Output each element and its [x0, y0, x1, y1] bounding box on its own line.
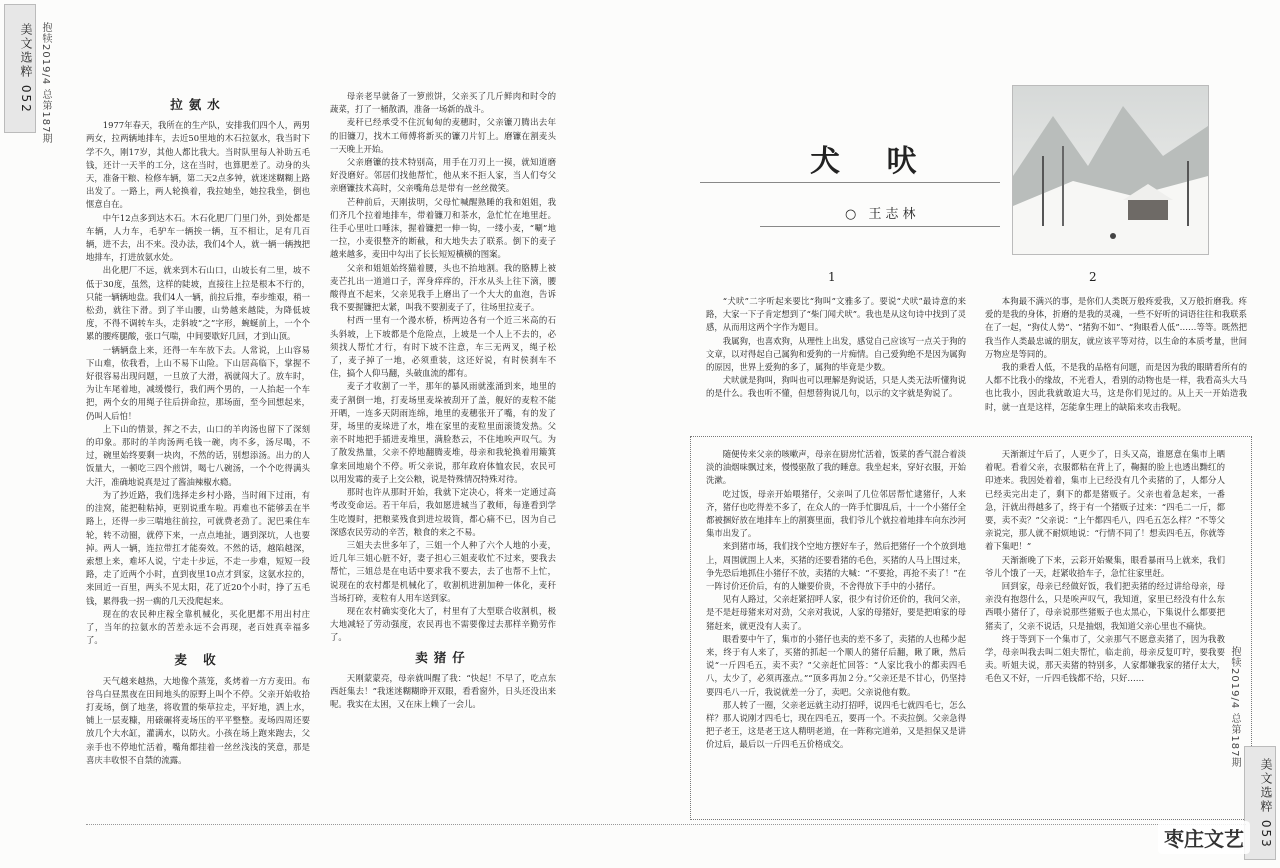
paragraph: 天气越来越热，大地像个蒸笼，炙烤着一方方麦田。布谷鸟白昼黑夜在田间地头的原野上叫个不停。父亲开始收拾打麦场，倒了地垄，将收置的柴草拉走，平好地，洒上水，铺上一层麦糠，用磙碾将麦场压的平平整整。麦场四周还要放几个大水缸，灌满水，以防火。小孩在场上跑来跑去，父亲手也不停地忙活着，嘴角都挂着一丝丝浅浅的笑意，那是喜庆丰收恨不自禁的流露。 — [86, 675, 310, 765]
section-title-maishou: 麦 收 — [174, 652, 222, 668]
paragraph: 麦子才收割了一半，那年的暴风雨就涨涌到来，地里的麦子割倒一地，打麦场里麦垛被刮开了盖，舰好的麦粒不能开晒，一连多天阴雨连绵，地里的麦穗张开了嘴，有的发了芽，场里的麦垛进了水，堆在家里的麦粒里面滚烫发热。父亲不时地把手插进麦堆里，满脸愁云，不住地唉声叹气。为了散发热量，父亲不停地翻腾麦堆，母亲和我轮换着用簸箕拿来回地扇个不停。听父亲说，那年政府体恤农民，农民可以用发霉的麦子上交公粮，说是特殊情况特殊对待。 — [330, 381, 556, 484]
section-tab-right: 美文选粹 053 — [1244, 746, 1276, 860]
paragraph: 芒种前后，天刚拔明，父母忙喊醒熟睡的我和姐姐，我们齐几个拉着地排车，带着镰刀和茶水，急忙忙在地里赶。往手心里吐口唾沫，握着镰把一伸一钩，一缕小麦，“唰”地一拉，小麦很整齐的断截，和大地失去了联系。倒下的麦子越来越多，麦田中勾出了长长短短横横的图案。 — [330, 196, 556, 260]
article-title: 犬 吠 — [810, 144, 935, 179]
paragraph: 父亲和姐姐始终猫着腰，头也不抬地割。我的胳膊上被麦芒扎出一道道口子，浑身痒痒的，汗水从头上往下滴，腰酸得直不起来，父亲见我手上磨出了一个大大的血泡，告诉我不要握镰把太紧，叫我不要割麦子了，往场里拉麦子。 — [330, 262, 556, 313]
paragraph: 我属狗，也喜欢狗，从理性上出发，感觉自己应该写一点关于狗的文章，以对得起自己属狗和爱狗的一片痴情。自己爱狗绝不是因为属狗的原因，世界上爱狗的多了，属狗的毕竟是少数。 — [706, 335, 966, 373]
paragraph: 我的秉看人低，不是我的品格有问题，而是因为我的眼睛看所有的人都不比我小的缘故，不光看人，看别的动物也是一样，我看高头大马也比我小，因此我就敢追大马，这是你们见过的。从上天一开始造我时，就一直是这样，怎能拿生理上的缺陷来攻击我呢。 — [985, 362, 1247, 412]
paragraph: 1977年春天，我所在的生产队，安排我们四个人，两男两女，拉两辆地排车，去近50里地的木石拉氨水，我当时下学不久，刚17岁，其他人都比我大。当时队里每人补助五毛钱，还计一天半的工分，这在当时，也算肥差了。动身的头天，准备干粮、检修车辆，第二天2点多钟，就迷迷糊糊上路出发了。一路上，两人轮换着，我拉她坐，她拉我坐，倒也惬意自在。 — [86, 120, 310, 210]
paragraph: 天渐渐晚了下来，云彩开始聚集，眼看暴雨马上就来，我们爷儿个饿了一天，赶紧收拾车子，急忙往家里赶。 — [985, 554, 1225, 578]
paragraph: 为了抄近路，我们选择走乡村小路，当时闹下过雨，有的洼窝，能把鞋粘掉，更别说重车啦。再难也不能够丢在半路上，还得一步三喘地往前拉，可就费老劲了。泥巴乘住车轮，转不动圈，就停下来，一点点地扯，遇到深坑，人也要掉。两人一辆，连拉带扛才能奏效。不然的话，越陷越深，索想上来，难坏人说，宁走十步远，不走一步难，短短一段路，走了近两个小时，直到夜里10点才到家，这氨水拉的，来回近一百里，两头不见太阳，花了近20个小时，挣了五毛钱，累得我一拐一瘸的几天没爬起来。 — [86, 489, 310, 606]
left-column-1 — [86, 92, 310, 812]
paragraph: 父亲磨镰的技术特别高，用手在刀刃上一摸，就知道磨好没磨好。邻居们找他帮忙，他从来不拒人家，当人们夸父亲磨镰技术高时，父亲嘴角总是带有一丝丝微笑。 — [330, 157, 556, 194]
section-title-la-anshui: 拉氨水 — [170, 97, 226, 112]
issue-info-right: 抱犊2019/4 总第187期 — [1229, 645, 1240, 768]
paragraph: 随便传来父亲的咳嗽声，母亲在厨房忙活着，饭菜的香气混合着淡淡的油烟味飘过来，慢慢驱散了我的睡意。我坐起来，穿好衣服，开始洗漱。 — [706, 449, 966, 486]
paragraph: 犬吠就是狗叫，狗叫也可以理解是狗说话，只是人类无法听懂狗说的是什么。我也听不懂，但想替狗说几句，以示的文字就是狗说了。 — [706, 375, 966, 399]
paragraph: 天刚蒙蒙亮，母亲就叫醒了我：“快起！不早了，吃点东西赶集去！”我迷迷糊糊睁开双眼，看看窗外，日头还没出来呢。我实在太困，又在床上赖了一会儿。 — [330, 672, 556, 710]
paragraph: 眼看要中午了，集市的小猪仔也卖的差不多了，卖猪的人也稀少起来，终于有人来了，买猪的抓起一个顺人的猪仔后翻，瞅了瞅，然后说“一斤四毛五，卖不卖？”父亲赶忙回答：“人家比我小的都卖四毛八，太少了，必须再涨点。”“顶多再加２分。”父亲还是不甘心，仍坚持要四毛八一斤，我说就差一分了，卖吧。父亲说他有数。 — [706, 633, 966, 697]
section-tab-left: 美文选粹 052 — [4, 4, 36, 133]
right-column-1 — [706, 295, 966, 423]
right-column-2 — [985, 295, 1247, 423]
paragraph: 来到猪市场，我们找个空地方摆好车子，然后把猪仔一个个放到地上，周围就围上人来，买猪的还要看猪的毛色，买猪的人马上围过来，争先恐后地抓住小猪仔不放，卖猪的大喊：“不要抢，再抢不卖了！”在一阵讨价还价后，有的人嫌要价贵，不舍得放下手中的小猪仔。 — [706, 541, 966, 592]
paragraph: 回到家，母亲已经做好饭，我们把卖猪的经过讲给母亲，母亲没有抱怨什么，只是唉声叹气，我知道，家里已经没有什么东西喂小猪仔了，母亲说那些猪贩子也太黑心，下集说什么都要把猪卖了，父亲不说话，只是抽烟，我知道父亲心里也不痛快。 — [985, 581, 1225, 631]
paragraph: 村西一里有一个漫水桥，桥两边各有一个近三米高的石头斜坡，上下坡都是个危险点，上坡是一个人上不去的，必须找人帮忙才行，有时下坡不注意，车三无两叉，绳子松了，麦子掉了一地，必须重装，这还好说，有时侯刹车不住，搞个人仰马翻，头破血流的都有。 — [330, 315, 556, 379]
paragraph: 那人转了一圈，父亲老远就主动打招呼，说四毛七就四毛七，怎么样？那人说刚才四毛七，现在四毛五，要再一个。不卖拉倒。父亲急得把子老王，这是老王这人精明老道，在一阵称完道弟，又是担保又是讲价过后，最后以一斤四毛五价格成交。 — [706, 699, 966, 750]
title-rule-bottom — [760, 226, 1000, 227]
paragraph: 现在的农民种庄稼全靠机械化，买化肥都不用出村庄了，当年的拉氨水的苦差永远不会再现，老百姓真幸福多了。 — [86, 608, 310, 646]
paragraph: 见有人路过，父亲赶紧招呼人家，很少有讨价还价的，我问父亲，是不是赶母猪来对对劲，父亲对我说，人家的母猪好，要是把咱家的母猪赶来，就更没有人卖了。 — [706, 594, 966, 631]
paragraph: 终于等到下一个集市了，父亲那气不愿意卖猪了，因为我教学，母亲叫我去叫二姐夫帮忙，临走前，母亲反复叮咛，要我要卖。听姐夫说，那天卖猪的特别多，人家都嫌我家的猪仔太大，毛色又不好，一斤四毛钱都不给，只好…… — [985, 633, 1225, 684]
right-column-4 — [985, 448, 1225, 812]
right-column-3 — [706, 448, 966, 812]
snow-landscape-illustration — [1012, 85, 1209, 255]
paragraph: “犬吠”二字听起来要比“狗叫”文雅多了。要说“犬吠”最诗意的来路，大家一下子肯定想到了“柴门闻犬吠”。我也是从这句诗中找到了灵感，从而用这两个字作为题目。 — [706, 296, 966, 333]
footer-rule — [86, 824, 1246, 825]
paragraph: 上下山的情景，挥之不去，山口的羊肉汤也留下了深刻的印象。那时的羊肉汤两毛钱一碗，肉不多，汤尽喝，不过，碗里始终要剩一块肉，不然的话，别想添汤。出力的人饭量大，一顿吃三四个煎饼，喝七八碗汤，一个个吃得满头大汗，准确地说真是过了酱油辣椒水瘾。 — [86, 423, 310, 487]
section-title-mai-zhuzai: 卖猪仔 — [415, 649, 471, 665]
paragraph: 那时也许从那时开始，我就下定决心，将来一定通过高考改变命运。若干年后，我如愿进城当了教师，每逢看到学生吃馒时，把粮菜残食到进垃圾筒，都心痛不已，因为自己深感农民劳动的辛苦，粮食的来之不易。 — [330, 487, 556, 537]
paragraph: 麦秆已经承受不住沉甸甸的麦穗时，父亲镰刀腾出去年的旧镰刀，找木工师傅将新买的镰刀片钉上。磨镰在割麦头一天晚上开始。 — [330, 117, 556, 154]
watermark: 枣庄文艺 — [1158, 821, 1250, 854]
paragraph: 吃过饭，母亲开始喂猪仔，父亲叫了几位邻居帮忙逮猪仔，人来齐，猪仔也吃得差不多了，在众人的一阵手忙脚乱后，十一个小猪仔全都被捆好放在地排车上的割赛里面，我们爷儿个就拉着地排车向东沙河集市出发了。 — [706, 488, 966, 539]
paragraph: 本狗最不满兴的事，是你们人类既万般疼爱我，又万般折磨我。疼爱的是我的身体，折磨的是我的灵魂，一些不好听的词语往往和我联系在了一起，“狗仗人势”、“猪狗不如”、“狗眼看人低”……等等。既然把我当作人类最忠诚的朋友，就应该平等对待，以生命的本质考量，世间万物应是等同的。 — [985, 296, 1247, 359]
paragraph: 现在农村确实变化大了，村里有了大型联合收割机，极大地减轻了劳动强度，农民再也不需要像过去那样辛勤劳作了。 — [330, 605, 556, 643]
left-column-2 — [330, 90, 556, 812]
paragraph: 中午12点多到达木石。木石化肥厂门里门外，到处都是车辆，人力车，毛驴车一辆挨一辆，互不相让，足有几百辆，进不去，出不来。没办法，我们4个人，就一辆一辆拽把地排车，打进放氨水处。 — [86, 212, 310, 263]
paragraph: 一辆辆盘上来，还得一车车放下去。人常说，上山容易下山难，依我看，上山不易下山险。下山居高临下，掌握不好很容易出现问题，一旦放了大滑，祸就闯大了。放车时，为让车尾着地，减缓慢行，我们两个男的，一人抬起一个车把，两个女的用绳子往后拼命拉，那场面，至今回想起来，仍叫人后怕！ — [86, 344, 310, 421]
section-number-1: 1 — [828, 270, 836, 284]
paragraph: 天渐渐过午后了，人更少了，日头又高，谁愿意在集市上晒着呢。看着父亲，衣服都粘在背上了，鞠掘的脸上也透出黝红的印迹来。我因处着着，集市上已经没有几个卖猪的了，人都分人已经卖完出走了，剩下的都是猪贩子。父亲也着急起来，一番急，汗就出得越多了，终于有一个猪贩子过来：“四毛二一斤，都要，卖不卖？”父亲说：“上午都四毛八，四毛五怎么样？”不等父亲说完，那人就不耐烦地说：“行情不同了！想卖四毛五，你就等着下集吧！” — [985, 449, 1225, 552]
article-author: ○ 王志林 — [845, 207, 920, 222]
issue-info-left: 抱犊2019/4 总第187期 — [40, 22, 51, 145]
section-number-2: 2 — [1089, 270, 1097, 284]
title-rule-top — [700, 182, 1000, 183]
paragraph: 三姐夫去世多年了，三姐一个人种了六个人地的小麦，近几年三姐心脏不好，妻子担心三姐麦收忙不过来，要我去帮忙，三姐总是在电话中要求我不要去，去了也帮不上忙，说现在的农村都是机械化了，收割机进割加种一体化，麦秆当场打碎，麦粒有人用车送到家。 — [330, 539, 556, 603]
paragraph: 母亲老早就备了一箩煎饼，父亲买了几斤鲜肉和时令的蔬菜，打了一桶散酒，准备一场新的战斗。 — [330, 91, 556, 115]
paragraph: 出化肥厂不远，就来到木石山口，山坡长有二里，坡不低于30度，虽然，这样的陡坡，直接往上拉是根本不行的，只能一辆辆地盘。我们4人一辆，前拉后推，奉步维艰，稍一松劲，就往下滑。到了半山腰，山势越来越陡，为降低坡度，不得不调转车头，走斜坡“之”字形，蜿蜒前上，一个个累的腰疼腿酸，张口气喘，中间要歇好几回，才到山顶。 — [86, 265, 310, 342]
